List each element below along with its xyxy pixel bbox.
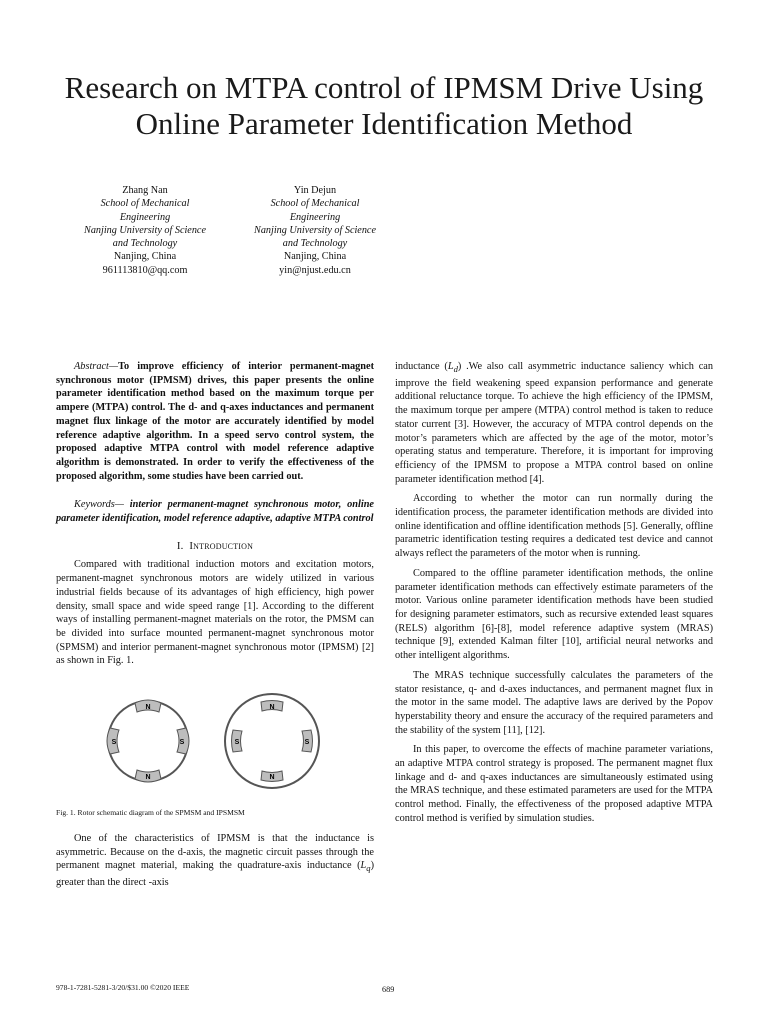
keywords-text: interior permanent-magnet synchronous motor, online parameter identification, model reference adaptive, adaptive MTPA control — [56, 499, 374, 525]
figure-caption: Fig. 1. Rotor schematic diagram of the SPMSM and IPSMSM — [56, 808, 245, 818]
abstract-lead: Abstract— — [74, 361, 119, 372]
pole-label-s: S — [111, 739, 117, 747]
author-email: yin@njust.edu.cn — [279, 264, 351, 276]
abstract — [56, 360, 374, 483]
author-dept: School of Mechanical — [270, 198, 360, 210]
right-column — [395, 360, 713, 826]
title-line-2: Online Parameter Identification Method — [135, 106, 633, 141]
abstract-text: To improve efficiency of interior permanent-magnet synchronous motor (IPMSM) drives, this paper presents the online parameter identification method based on the maximum torque per ampere (MTPA) control. The d- and q-axes inductances and permanent magnet flux linkage of the motor are accurately identified by model reference adaptive algorithm. In a speed servo control system, the proposed adaptive MTPA control with model reference adaptive algorithm is demonstrated. In order to verify the effectiveness of the proposed algorithm, some studies have been carried out. — [56, 361, 374, 482]
author-city: Nanjing, China — [113, 251, 177, 263]
pole-label-n: N — [145, 774, 151, 782]
rotor-diagram — [56, 686, 374, 796]
pole-label-s: S — [234, 739, 240, 747]
author-dept: Engineering — [289, 211, 341, 223]
right-paragraph-3: Compared to the offline parameter identification methods, the online parameter identification methods can effectively estimate parameters of the motor. Various online parameter identification methods have been studied for designing parameter estimators, such as recursive extended least squares (RELS) algorithm [6]-[8], model reference adaptive system (MRAS) technique [9], extended Kalman filter [10], artificial neural networks and other intelligent algorithms. — [395, 567, 713, 662]
right-paragraph-1 — [395, 360, 713, 486]
page-number: 689 — [382, 985, 395, 994]
author-univ: and Technology — [282, 238, 348, 250]
paper-title — [40, 70, 728, 142]
author-block-1 — [60, 184, 230, 277]
author-univ: Nanjing University of Science — [84, 224, 206, 236]
author-city: Nanjing, China — [283, 251, 347, 263]
symbol-l: L — [447, 361, 454, 372]
footer-isbn: 978-1-7281-5281-3/20/$31.00 ©2020 IEEE — [56, 983, 190, 992]
symbol-sub-q: q — [366, 863, 371, 874]
pole-label-n: N — [269, 704, 275, 712]
author-univ: Nanjing University of Science — [254, 224, 376, 236]
title-line-1: Research on MTPA control of IPMSM Drive Using — [64, 70, 704, 105]
right-p1-text: ) .We also call asymmetric inductance saliency which can improve the field weakening speed expansion performance and generate additional reluctance torque. To achieve the high efficiency of the IPMSM, the maximum torque per ampere (MTPA) control method is taken to reduce stator current [3]. However, the accuracy of MTPA control depends on the motor’s parameters which are affected by the age of the motor, motor’s operating status and temperature. Therefore, it is important for improving efficiency of the IPMSM to propose a MTPA control based on online parameter identification method [4]. — [395, 361, 713, 485]
right-p1-lead: inductance ( — [395, 361, 448, 372]
symbol-sub-d: d — [453, 364, 458, 375]
author-block-2 — [230, 184, 400, 277]
author-univ: and Technology — [112, 238, 178, 250]
author-dept: School of Mechanical — [100, 198, 190, 210]
right-paragraph-4: The MRAS technique successfully calculates the parameters of the stator resistance, q- and d-axes inductances, and permanent magnet flux in the motor in the same model. The adaptive laws are derived by the Popov hyperstability theory and ensure the accuracy of the required parameters and the stability of the system [11], [12]. — [395, 669, 713, 736]
intro-paragraph-2 — [56, 832, 374, 890]
intro-p2-tail: ) greater than the direct -axis — [56, 860, 374, 889]
intro-paragraph-1: Compared with traditional induction motors and excitation motors, permanent-magnet synchronous motors are widely utilized in various industrial fields because of its advantages of high efficiency, high power density, small space and wide speed range [1]. According to the different ways of installing permanent-magnet materials on the rotor, the PMSM can be divided into surface mounted permanent-magnet synchronous motor (SPMSM) and interior permanent-magnet synchronous motor (IPMSM) [2] as shown in Fig. 1. — [56, 559, 374, 667]
spmsm-core — [108, 701, 188, 781]
section-title: Introduction — [189, 539, 254, 552]
left-column — [56, 360, 374, 890]
section-number: I. — [176, 539, 184, 552]
right-paragraph-2: According to whether the motor can run normally during the identification process, the parameter identification methods are divided into online identification and offline identification methods [5]. Generally, offline parametric identification testing requires a dedicated test device and cannot always reflect the parameters of the motor when is running. — [395, 493, 713, 560]
pole-label-n: N — [269, 774, 275, 782]
right-paragraph-5: In this paper, to overcome the effects of machine parameter variations, an adaptive MTPA control strategy is proposed. The permanent magnet flux linkage and d- and q-axes inductances are simultaneously estimated using the MRAS technique, and these estimated parameters are used for the MTPA control method. Finally, the effectiveness of the proposed adaptive MTPA control method is verified by simulation studies. — [395, 744, 713, 824]
rotor-figure — [56, 686, 374, 796]
intro-p2-text: One of the characteristics of IPMSM is that the inductance is asymmetric. Because on the d-axis, the magnetic circuit passes through the permanent magnet material, making the quadrature-axis inductance ( — [56, 833, 374, 872]
author-name: Zhang Nan — [122, 185, 168, 196]
spmsm-rotor — [107, 700, 189, 782]
author-dept: Engineering — [119, 211, 171, 223]
keywords-lead: Keywords— — [74, 499, 124, 511]
author-name: Yin Dejun — [293, 185, 337, 196]
pole-label-n: N — [145, 704, 151, 712]
pole-label-s: S — [179, 739, 185, 747]
section-heading — [56, 540, 374, 554]
author-email: 961113810@qq.com — [102, 264, 188, 276]
ipmsm-rotor — [225, 694, 319, 788]
symbol-l: L — [360, 860, 367, 872]
keywords — [56, 498, 374, 525]
pole-label-s: S — [304, 739, 310, 747]
